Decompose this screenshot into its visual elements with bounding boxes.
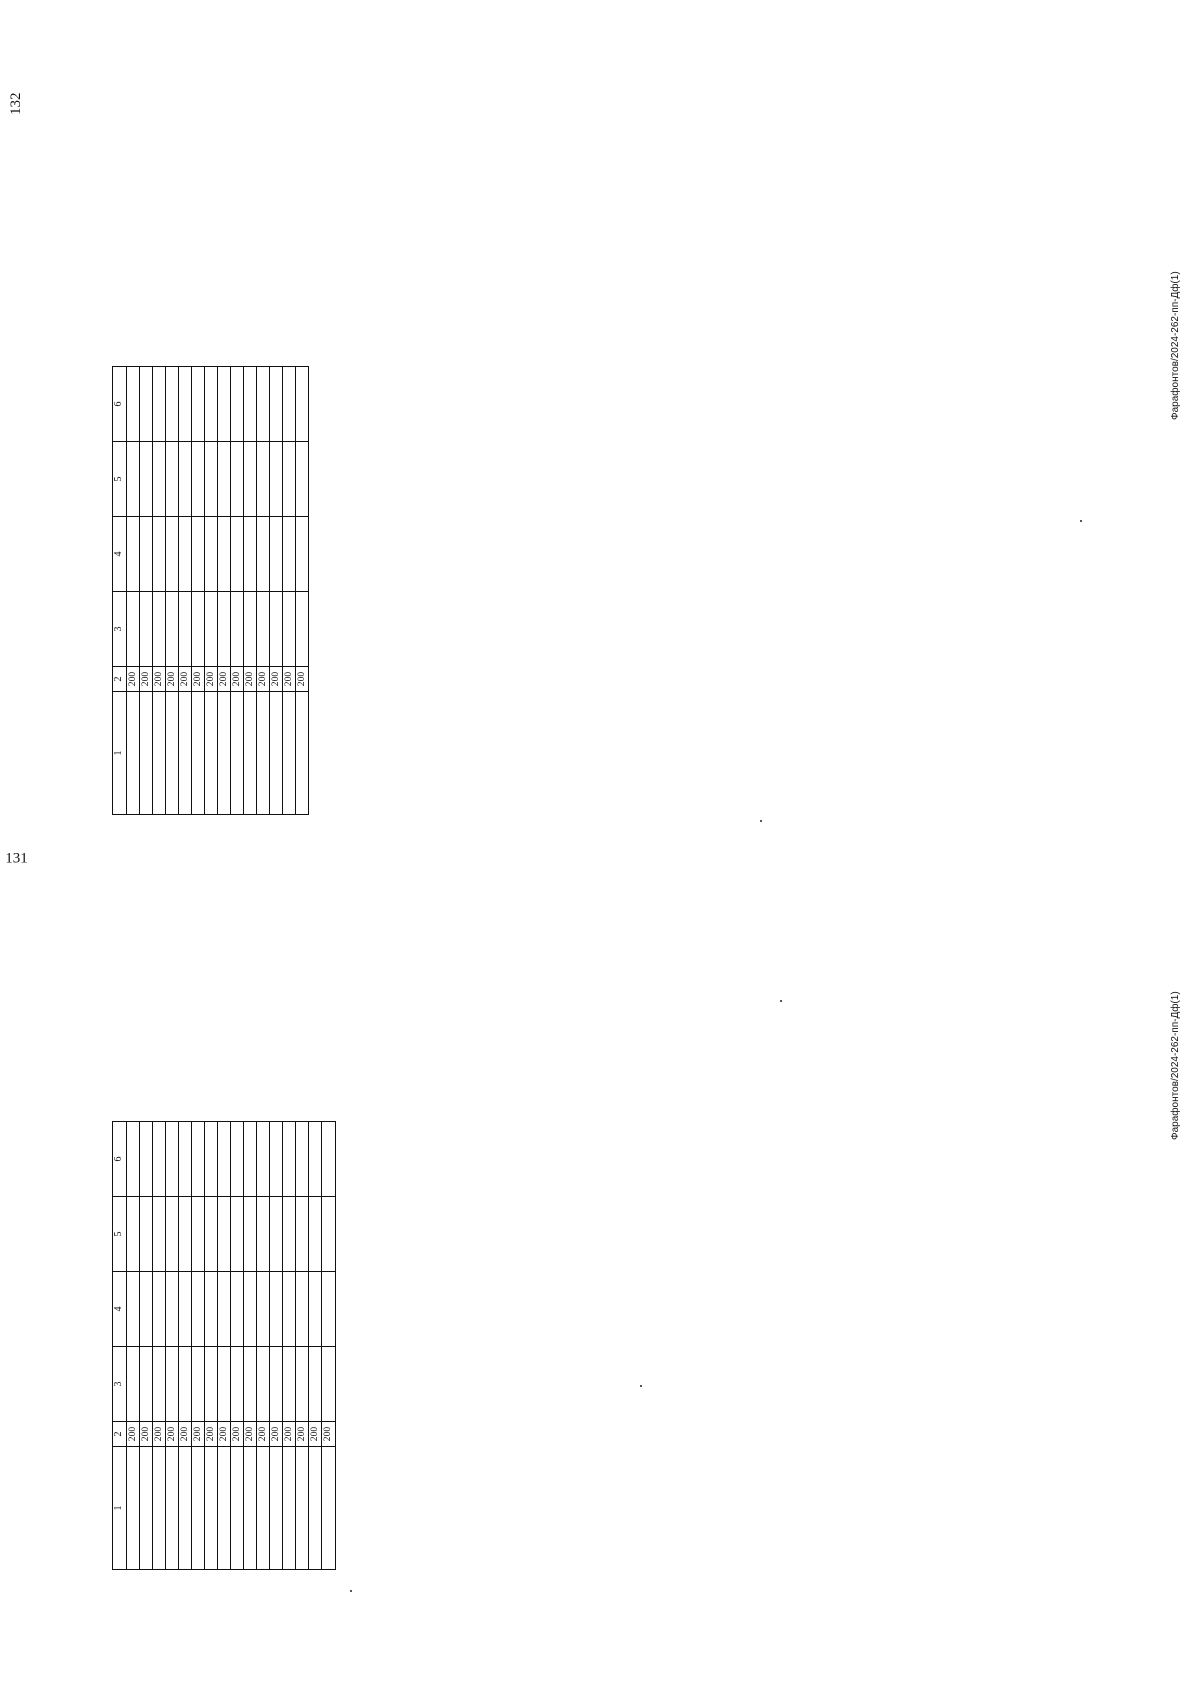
scan-speck <box>1080 520 1082 522</box>
row-value-5 <box>257 442 270 517</box>
table-row <box>204 367 217 815</box>
scan-speck <box>640 1385 642 1387</box>
row-code: 200 <box>204 1422 217 1447</box>
row-value-4 <box>191 1272 204 1347</box>
row-kbk <box>178 1347 191 1422</box>
row-code: 200 <box>283 667 296 692</box>
row-value-4 <box>126 517 139 592</box>
header-col-3: 3 <box>113 592 127 667</box>
page-number: 132 <box>8 92 24 115</box>
row-kbk <box>244 592 257 667</box>
row-value-4 <box>309 1272 322 1347</box>
row-name <box>244 692 257 815</box>
table-row <box>244 1122 257 1570</box>
row-name <box>139 692 152 815</box>
row-value-4 <box>296 517 309 592</box>
row-value-4 <box>204 517 217 592</box>
row-value-4 <box>244 517 257 592</box>
row-name <box>139 1447 152 1570</box>
scan-speck <box>350 1590 352 1592</box>
row-value-5 <box>296 1197 309 1272</box>
row-value-4 <box>152 517 165 592</box>
row-kbk <box>231 1347 244 1422</box>
table-row <box>270 1122 283 1570</box>
row-value-6 <box>126 1122 139 1197</box>
budget-table-page-131 <box>112 1121 336 1570</box>
row-kbk <box>178 592 191 667</box>
row-value-4 <box>283 517 296 592</box>
row-code: 200 <box>270 1422 283 1447</box>
scan-speck <box>760 820 762 822</box>
table-row <box>126 1122 139 1570</box>
row-value-4 <box>231 517 244 592</box>
row-value-4 <box>231 1272 244 1347</box>
row-value-6 <box>204 1122 217 1197</box>
row-value-5 <box>204 1197 217 1272</box>
table-row <box>178 1122 191 1570</box>
row-kbk <box>165 592 178 667</box>
table-row <box>139 1122 152 1570</box>
table-body <box>126 1122 335 1570</box>
row-value-5 <box>191 442 204 517</box>
row-value-5 <box>283 442 296 517</box>
row-code: 200 <box>296 1422 309 1447</box>
table-row <box>231 1122 244 1570</box>
row-value-5 <box>270 442 283 517</box>
footer-code-132: Фарафонтов/2024-262-пп-Дф(1) <box>1170 271 1181 420</box>
row-value-5 <box>322 1197 335 1272</box>
row-value-6 <box>165 367 178 442</box>
row-value-5 <box>231 442 244 517</box>
row-value-6 <box>296 1122 309 1197</box>
table-row <box>296 367 309 815</box>
row-value-6 <box>244 367 257 442</box>
table-row <box>244 367 257 815</box>
header-col-1: 1 <box>113 692 127 815</box>
table-row <box>139 367 152 815</box>
row-name <box>217 1447 230 1570</box>
row-value-5 <box>257 1197 270 1272</box>
row-value-6 <box>217 1122 230 1197</box>
row-kbk <box>270 1347 283 1422</box>
table-row <box>296 1122 309 1570</box>
row-value-6 <box>165 1122 178 1197</box>
table-row <box>165 1122 178 1570</box>
row-value-6 <box>152 1122 165 1197</box>
row-name <box>126 692 139 815</box>
row-value-6 <box>178 1122 191 1197</box>
row-kbk <box>152 1347 165 1422</box>
row-value-4 <box>257 517 270 592</box>
footer-code-131: Фарафонтов/2024-262-пп-Дф(1) <box>1170 991 1181 1140</box>
row-value-4 <box>139 1272 152 1347</box>
row-value-4 <box>257 1272 270 1347</box>
row-value-4 <box>244 1272 257 1347</box>
row-value-4 <box>191 517 204 592</box>
row-value-5 <box>283 1197 296 1272</box>
row-kbk <box>191 592 204 667</box>
table-body <box>126 367 309 815</box>
row-value-6 <box>231 367 244 442</box>
row-code: 200 <box>270 667 283 692</box>
row-code: 200 <box>217 1422 230 1447</box>
scan-speck <box>780 1000 782 1002</box>
row-code: 200 <box>257 667 270 692</box>
row-code: 200 <box>204 667 217 692</box>
row-value-6 <box>270 367 283 442</box>
row-value-6 <box>217 367 230 442</box>
row-kbk <box>217 592 230 667</box>
row-value-5 <box>126 442 139 517</box>
row-value-6 <box>257 1122 270 1197</box>
page-number: 131 <box>5 850 28 867</box>
row-code: 200 <box>231 667 244 692</box>
row-kbk <box>270 592 283 667</box>
row-value-6 <box>231 1122 244 1197</box>
table-header-row <box>113 1122 127 1570</box>
row-value-4 <box>270 1272 283 1347</box>
row-value-5 <box>126 1197 139 1272</box>
row-kbk <box>244 1347 257 1422</box>
row-name <box>204 1447 217 1570</box>
row-name <box>296 1447 309 1570</box>
row-code: 200 <box>244 667 257 692</box>
row-kbk <box>283 592 296 667</box>
row-name <box>270 692 283 815</box>
row-value-4 <box>296 1272 309 1347</box>
row-value-5 <box>178 442 191 517</box>
table-row <box>283 1122 296 1570</box>
row-value-5 <box>191 1197 204 1272</box>
row-value-6 <box>178 367 191 442</box>
row-value-4 <box>139 517 152 592</box>
row-name <box>231 1447 244 1570</box>
row-value-4 <box>178 1272 191 1347</box>
row-name <box>165 692 178 815</box>
row-value-6 <box>244 1122 257 1197</box>
row-kbk <box>283 1347 296 1422</box>
row-code: 200 <box>296 667 309 692</box>
row-code: 200 <box>126 667 139 692</box>
row-value-5 <box>139 442 152 517</box>
row-value-6 <box>139 1122 152 1197</box>
row-name <box>322 1447 335 1570</box>
row-name <box>178 1447 191 1570</box>
row-code: 200 <box>283 1422 296 1447</box>
row-code: 200 <box>165 1422 178 1447</box>
table-row <box>257 1122 270 1570</box>
row-code: 200 <box>191 667 204 692</box>
row-value-6 <box>270 1122 283 1197</box>
row-value-5 <box>178 1197 191 1272</box>
row-value-5 <box>244 1197 257 1272</box>
table-row <box>126 367 139 815</box>
row-code: 200 <box>178 667 191 692</box>
row-code: 200 <box>152 667 165 692</box>
row-kbk <box>322 1347 335 1422</box>
row-value-6 <box>257 367 270 442</box>
row-value-6 <box>152 367 165 442</box>
row-value-6 <box>296 367 309 442</box>
row-code: 200 <box>178 1422 191 1447</box>
row-code: 200 <box>191 1422 204 1447</box>
row-kbk <box>296 1347 309 1422</box>
row-name <box>152 692 165 815</box>
row-name <box>296 692 309 815</box>
table-row <box>217 367 230 815</box>
row-value-5 <box>204 442 217 517</box>
row-name <box>283 1447 296 1570</box>
row-code: 200 <box>139 1422 152 1447</box>
row-kbk <box>165 1347 178 1422</box>
row-value-4 <box>126 1272 139 1347</box>
row-value-5 <box>152 442 165 517</box>
row-value-5 <box>244 442 257 517</box>
row-value-4 <box>152 1272 165 1347</box>
row-value-5 <box>152 1197 165 1272</box>
row-code: 200 <box>165 667 178 692</box>
row-value-6 <box>204 367 217 442</box>
table-row <box>191 367 204 815</box>
row-name <box>283 692 296 815</box>
table-row <box>309 1122 322 1570</box>
row-name <box>257 1447 270 1570</box>
row-value-4 <box>204 1272 217 1347</box>
table-row <box>165 367 178 815</box>
table-row <box>178 367 191 815</box>
table-header-row <box>113 367 127 815</box>
row-name <box>152 1447 165 1570</box>
header-col-5: 5 <box>113 442 127 517</box>
row-name <box>178 692 191 815</box>
row-name <box>244 1447 257 1570</box>
row-code: 200 <box>139 667 152 692</box>
table-row <box>270 367 283 815</box>
row-name <box>231 692 244 815</box>
table-row <box>152 1122 165 1570</box>
row-name <box>191 692 204 815</box>
row-kbk <box>204 592 217 667</box>
row-code: 200 <box>126 1422 139 1447</box>
table-row <box>257 367 270 815</box>
row-value-4 <box>322 1272 335 1347</box>
row-value-6 <box>283 367 296 442</box>
row-code: 200 <box>322 1422 335 1447</box>
row-value-6 <box>191 367 204 442</box>
table-row <box>217 1122 230 1570</box>
row-value-5 <box>231 1197 244 1272</box>
row-value-6 <box>309 1122 322 1197</box>
header-col-6: 6 <box>113 1122 127 1197</box>
row-value-4 <box>165 1272 178 1347</box>
header-col-3: 3 <box>113 1347 127 1422</box>
table-row <box>283 367 296 815</box>
row-name <box>257 692 270 815</box>
row-name <box>126 1447 139 1570</box>
row-code: 200 <box>217 667 230 692</box>
row-kbk <box>191 1347 204 1422</box>
row-code: 200 <box>231 1422 244 1447</box>
budget-table-page-132 <box>112 366 309 815</box>
row-value-4 <box>283 1272 296 1347</box>
header-col-6: 6 <box>113 367 127 442</box>
row-kbk <box>139 1347 152 1422</box>
row-value-5 <box>165 1197 178 1272</box>
row-value-5 <box>270 1197 283 1272</box>
table-row <box>204 1122 217 1570</box>
row-kbk <box>126 592 139 667</box>
row-kbk <box>257 1347 270 1422</box>
row-value-5 <box>296 442 309 517</box>
row-value-6 <box>283 1122 296 1197</box>
header-col-2: 2 <box>113 1422 127 1447</box>
row-value-6 <box>139 367 152 442</box>
row-kbk <box>204 1347 217 1422</box>
row-value-5 <box>309 1197 322 1272</box>
row-kbk <box>296 592 309 667</box>
row-value-4 <box>217 1272 230 1347</box>
row-value-5 <box>139 1197 152 1272</box>
row-value-5 <box>165 442 178 517</box>
row-kbk <box>231 592 244 667</box>
row-kbk <box>139 592 152 667</box>
row-kbk <box>257 592 270 667</box>
header-col-2: 2 <box>113 667 127 692</box>
table-row <box>322 1122 335 1570</box>
row-kbk <box>217 1347 230 1422</box>
row-code: 200 <box>152 1422 165 1447</box>
table-row <box>152 367 165 815</box>
header-col-4: 4 <box>113 1272 127 1347</box>
header-col-4: 4 <box>113 517 127 592</box>
page-131-band <box>5 850 336 1570</box>
row-value-6 <box>322 1122 335 1197</box>
table-row <box>231 367 244 815</box>
row-value-6 <box>191 1122 204 1197</box>
row-value-6 <box>126 367 139 442</box>
row-name <box>204 692 217 815</box>
row-name <box>270 1447 283 1570</box>
header-col-5: 5 <box>113 1197 127 1272</box>
row-value-4 <box>165 517 178 592</box>
row-kbk <box>126 1347 139 1422</box>
row-value-5 <box>217 1197 230 1272</box>
row-value-4 <box>178 517 191 592</box>
row-code: 200 <box>244 1422 257 1447</box>
row-code: 200 <box>309 1422 322 1447</box>
row-kbk <box>152 592 165 667</box>
row-name <box>217 692 230 815</box>
row-name <box>309 1447 322 1570</box>
table-row <box>191 1122 204 1570</box>
row-value-5 <box>217 442 230 517</box>
row-name <box>191 1447 204 1570</box>
row-kbk <box>309 1347 322 1422</box>
row-code: 200 <box>257 1422 270 1447</box>
page-132-band <box>8 92 309 815</box>
row-name <box>165 1447 178 1570</box>
row-value-4 <box>217 517 230 592</box>
row-value-4 <box>270 517 283 592</box>
header-col-1: 1 <box>113 1447 127 1570</box>
